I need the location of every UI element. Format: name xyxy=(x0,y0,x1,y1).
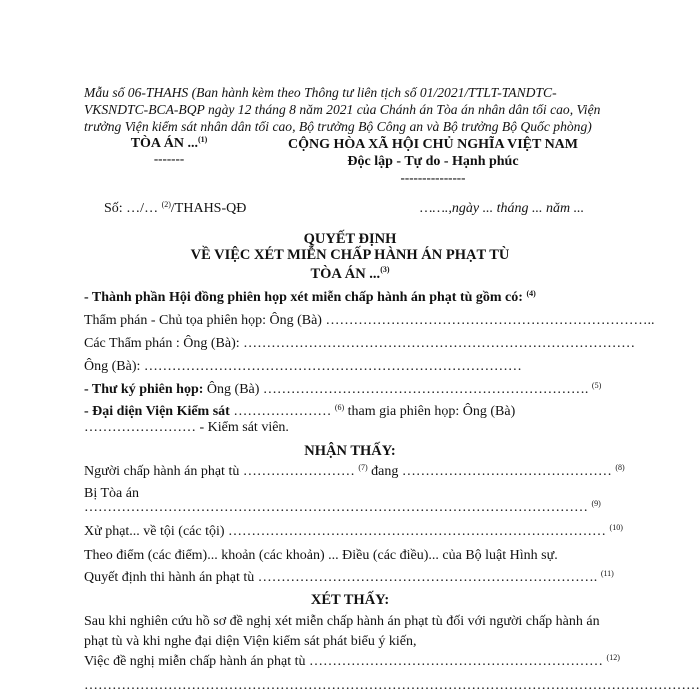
presiding-judge-line: Thẩm phán - Chủ tọa phiên họp: Ông (Bà) …………………………………………………………….. xyxy=(84,313,655,328)
footnote-ref: (10) xyxy=(609,523,623,532)
clerk-line: - Thư ký phiên họp: Ông (Bà) ……………………………………………………………. $^{(5)}$ xyxy=(84,381,602,397)
judges-line: Các Thẩm phán : Ông (Bà): ………………………………………………………………………… xyxy=(84,336,636,351)
footnote-ref: (3) xyxy=(380,265,390,274)
final-dots-line: …………………………………………………………………………………………………………………… xyxy=(84,678,700,693)
sentenced-by-dots: ……………………………………………………………………………………………… $^{(9)}$ xyxy=(84,499,601,515)
footnote-ref: (7) xyxy=(358,463,368,472)
proposal-line: Việc đề nghị miễn chấp hành án phạt tù ……………………………………………………… $^{(12)}$ xyxy=(84,653,620,669)
footnote-ref: (5) xyxy=(591,381,602,390)
execution-line: Quyết định thi hành án phạt tù ………………………………………………………………. $^{(11)}$ xyxy=(84,569,614,585)
penalty-line: Xử phạt... về tội (các tội) ……………………………………………………………………… $^{(10)}$ xyxy=(84,523,623,539)
convict-line: Người chấp hành án phạt tù …………………… $^{(7)}$ đang ……………………………………… $^{(8)}$ xyxy=(84,463,625,479)
footnote-ref: (2) xyxy=(161,200,171,209)
footnote-ref: (1) xyxy=(197,135,208,144)
document-number: Số: …/… $^{(2)}$/THAHS-QĐ xyxy=(104,200,247,216)
national-motto: Độc lập - Tự do - Hạnh phúc xyxy=(347,154,519,169)
decision-subject: VỀ VIỆC XÉT MIỄN CHẤP HÀNH ÁN PHẠT TÙ xyxy=(190,247,510,263)
divider: ------- xyxy=(153,151,185,166)
header-right xyxy=(256,136,610,186)
date-line: …….,ngày ... tháng ... năm ... xyxy=(420,201,585,216)
court-name: TÒA ÁN ... xyxy=(130,136,198,151)
divider: --------------- xyxy=(400,170,466,185)
header-left xyxy=(104,136,234,166)
procuracy-line: - Đại diện Viện Kiểm sát ………………… $^{(6)}$ tham gia phiên họp: Ông (Bà) xyxy=(84,403,516,419)
footnote-ref: (9) xyxy=(591,499,601,508)
footnote-ref: (6) xyxy=(334,403,345,412)
sentenced-by-label: Bị Tòa án xyxy=(84,486,139,501)
decision-title: QUYẾT ĐỊNH xyxy=(303,231,397,247)
footnote-ref: (8) xyxy=(615,463,625,472)
articles-line: Theo điểm (các điểm)... khoản (các khoản) ... Điều (các điều)... của Bộ luật Hình sự. xyxy=(84,548,558,563)
judge-other-line: Ông (Bà): ……………………………………………………………………… xyxy=(84,359,522,374)
national-title: CỘNG HÒA XÃ HỘI CHỦ NGHĨA VIỆT NAM xyxy=(287,137,578,152)
procuracy-line-2: …………………… - Kiểm sát viên. xyxy=(84,420,289,435)
form-intro: Mẫu số 06-THAHS (Ban hành kèm theo Thông tư liên tịch số 01/2021/TTLT-TANDTC-VKSNDTC-BCA-BQP ngày 12 tháng 8 năm 2021 của Chánh án Tòa án nhân dân tối cao, Viện trưởng Viện kiểm sát nhân dân tối cao, Bộ trưởng Bộ Công an và Bộ trưởng Bộ Quốc phòng) xyxy=(84,85,601,134)
council-composition: - Thành phần Hội đồng phiên họp xét miễn chấp hành án phạt tù gồm có: $^{(4)}$ xyxy=(84,289,536,305)
footnote-ref: (12) xyxy=(606,653,620,662)
consideration-paragraph: Sau khi nghiên cứu hồ sơ đề nghị xét miễn chấp hành án phạt tù đối với người chấp hành án phạt tù và khi nghe đại diện Viện kiểm sát phát biểu ý kiến, xyxy=(84,614,600,649)
findings-heading: NHẬN THẤY: xyxy=(304,443,396,459)
footnote-ref: (4) xyxy=(526,289,536,298)
consideration-heading: XÉT THẤY: xyxy=(310,592,390,608)
court-heading: TÒA ÁN ...$^{(3)}$ xyxy=(310,265,390,282)
footnote-ref: (11) xyxy=(600,569,614,578)
